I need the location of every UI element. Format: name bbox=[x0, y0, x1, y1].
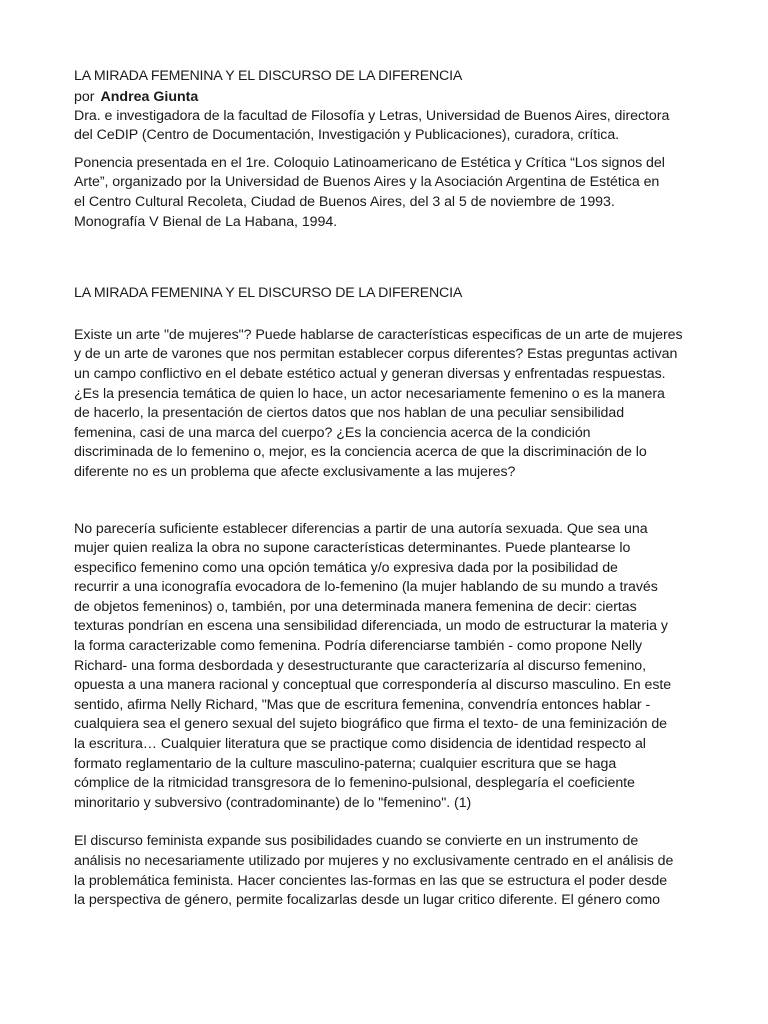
paragraph-line: análisis no necesariamente utilizado por mujeres y no exclusivamente centrado en el análisis de bbox=[74, 853, 674, 869]
paragraph-line: mujer quien realiza la obra no supone características determinantes. Puede plantearse lo bbox=[74, 540, 631, 557]
presentation-line: Ponencia presentada en el 1re. Coloquio Latinoamericano de Estética y Crítica “Los signos del bbox=[74, 154, 665, 171]
paragraph-1 bbox=[74, 326, 700, 483]
paragraph-line: formato reglamentario de la culture masculino-paterna; cualquier escritura que se haga bbox=[74, 755, 617, 772]
section-title: LA MIRADA FEMENINA Y EL DISCURSO DE LA DIFERENCIA bbox=[74, 285, 463, 302]
paragraph-line: femenina, casi de una marca del cuerpo? ¿Es la conciencia acerca de la condición bbox=[74, 424, 591, 441]
paragraph-line: la forma caracterizable como femenina. Podría diferenciarse también - como propone Nelly bbox=[74, 638, 643, 655]
paragraph-line: minoritario y subversivo (contradominante) de lo "femenino". (1) bbox=[74, 794, 472, 811]
byline-prefix: por bbox=[74, 88, 95, 105]
paragraph-line: sentido, afirma Nelly Richard, "Mas que de escritura femenina, convendría entonces hablar - bbox=[74, 696, 651, 713]
author-name: Andrea Giunta bbox=[100, 88, 199, 105]
paragraph-line: la perspectiva de género, permite focalizarlas desde un lugar critico diferente. El género como bbox=[74, 892, 660, 909]
paragraph-line: la problemática feminista. Hacer concientes las-formas en las que se estructura el poder desde bbox=[74, 872, 668, 889]
paragraph-line: Richard- una forma desbordada y desestructurante que caracterizaría al discurso femenino, bbox=[74, 657, 647, 674]
affiliation-line: Dra. e investigadora de la facultad de Filosofía y Letras, Universidad de Buenos Aires, directora bbox=[74, 107, 670, 124]
paragraph-line: recurrir a una iconografía evocadora de lo-femenino (la mujer hablando de su mundo a través bbox=[74, 579, 658, 596]
paragraph-line: El discurso feminista expande sus posibilidades cuando se convierte en un instrumento de bbox=[74, 833, 639, 850]
paragraph-line: discriminada de lo femenino o, mejor, es la conciencia acerca de que la discriminación de lo bbox=[74, 444, 647, 461]
paragraph-line: especifico femenino como una opción temática y/o expresiva dada por la posibilidad de bbox=[74, 559, 618, 576]
paragraph-line: la escritura… Cualquier literatura que se practique como disidencia de identidad respecto al bbox=[74, 736, 646, 753]
presentation-note bbox=[74, 154, 700, 232]
presentation-line: Monografía V Bienal de La Habana, 1994. bbox=[74, 213, 338, 230]
presentation-line: Arte”, organizado por la Universidad de Buenos Aires y la Asociación Argentina de Estética en bbox=[74, 174, 660, 191]
paragraph-line: No parecería suficiente establecer diferencias a partir de una autoría sexuada. Que sea una bbox=[74, 520, 648, 537]
paragraph-line: opuesta a una manera racional y conceptual que correspondería al discurso masculino. En este bbox=[74, 677, 672, 694]
header-title: LA MIRADA FEMENINA Y EL DISCURSO DE LA DIFERENCIA bbox=[74, 68, 463, 84]
paragraph-2 bbox=[74, 520, 700, 814]
document-page bbox=[74, 67, 700, 911]
presentation-line: el Centro Cultural Recoleta, Ciudad de Buenos Aires, del 3 al 5 de noviembre de 1993. bbox=[74, 193, 615, 210]
paragraph-line: ¿Es la presencia temática de quien lo hace, un actor necesariamente femenino o es la manera bbox=[74, 385, 665, 402]
paragraph-line: Existe un arte "de mujeres"? Puede hablarse de características especificas de un arte de mujeres bbox=[74, 326, 683, 343]
paragraph-line: un campo conflictivo en el debate estético actual y generan diversas y enfrentadas respuestas. bbox=[74, 365, 666, 382]
paragraph-line: y de un arte de varones que nos permitan establecer corpus diferentes? Estas preguntas activan bbox=[74, 346, 678, 363]
paragraph-line: cualquiera sea el genero sexual del sujeto biográfico que firma el texto- de una feminización de bbox=[74, 716, 668, 733]
byline bbox=[74, 87, 700, 107]
paragraph-line: diferente no es un problema que afecte exclusivamente a las mujeres? bbox=[74, 463, 516, 480]
affiliation-line: del CeDIP (Centro de Documentación, Investigación y Publicaciones), curadora, crítica. bbox=[74, 127, 620, 144]
affiliation bbox=[74, 107, 700, 146]
paragraph-3 bbox=[74, 832, 700, 910]
paragraph-line: cómplice de la ritmicidad transgresora de lo femenino-pulsional, desplegaría el coeficiente bbox=[74, 775, 635, 792]
paragraph-line: texturas pondrían en escena una sensibilidad diferenciada, un modo de estructurar la materia y bbox=[74, 618, 668, 635]
paragraph-line: de hacerlo, la presentación de ciertos datos que nos hablan de una peculiar sensibilidad bbox=[74, 405, 625, 422]
paragraph-line: de objetos femeninos) o, también, por una determinada manera femenina de decir: ciertas bbox=[74, 598, 637, 615]
